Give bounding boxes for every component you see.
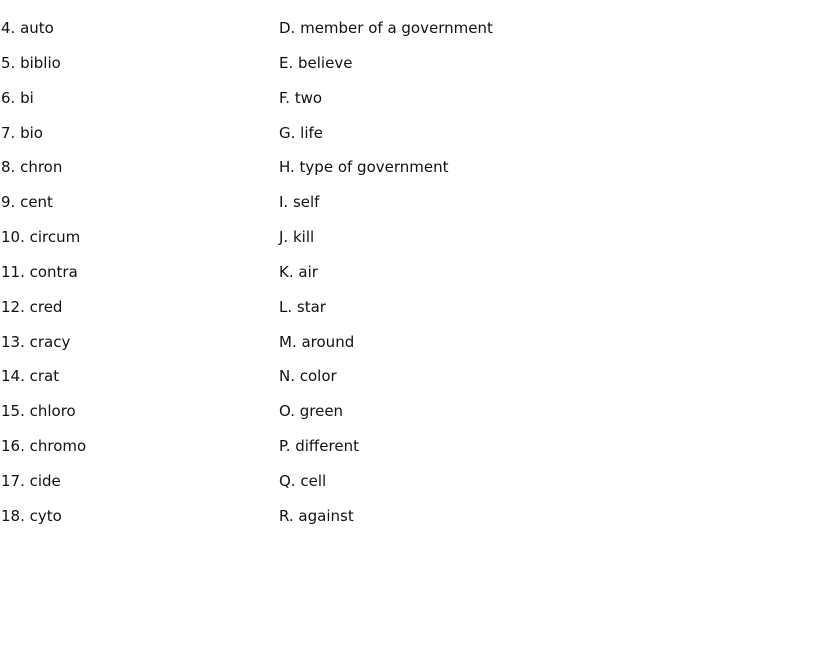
term-text: 4. auto: [1, 19, 54, 37]
definition-text: H. type of government: [279, 158, 449, 177]
matching-row: [0, 123, 816, 158]
term-text: 5. biblio: [1, 53, 61, 72]
term-text: 6. bi: [1, 88, 34, 107]
term-text: 13. cracy: [1, 332, 71, 351]
definition-text: N. color: [279, 367, 337, 386]
definition-text: P. different: [279, 437, 359, 456]
definition-text: L. star: [279, 297, 326, 316]
term-text: 17. cide: [1, 471, 61, 490]
matching-row: [0, 401, 816, 436]
matching-row: [0, 506, 816, 541]
matching-list: [0, 18, 816, 541]
term-text: 7. bio: [1, 123, 43, 142]
term-text: 15. chloro: [1, 402, 76, 421]
definition-text: D. member of a government: [279, 19, 493, 37]
definition-text: R. against: [279, 506, 354, 525]
term-text: 11. contra: [1, 262, 78, 281]
matching-row: [0, 157, 816, 192]
matching-row: [0, 192, 816, 227]
term-text: 10. circum: [1, 228, 81, 247]
matching-row: [0, 262, 816, 297]
matching-row: [0, 18, 816, 53]
matching-row: [0, 366, 816, 401]
definition-text: M. around: [279, 332, 355, 351]
definition-text: Q. cell: [279, 471, 327, 490]
definition-text: O. green: [279, 402, 344, 421]
term-text: 16. chromo: [1, 437, 87, 456]
definition-text: K. air: [279, 262, 318, 281]
matching-row: [0, 227, 816, 262]
matching-row: [0, 332, 816, 367]
definition-text: E. believe: [279, 53, 353, 72]
matching-row: [0, 53, 816, 88]
definition-text: I. self: [279, 193, 320, 212]
definition-text: J. kill: [279, 228, 315, 247]
term-text: 12. cred: [1, 297, 63, 316]
matching-row: [0, 297, 816, 332]
matching-row: [0, 436, 816, 471]
term-text: 18. cyto: [1, 506, 62, 525]
matching-row: [0, 88, 816, 123]
matching-row: [0, 471, 816, 506]
definition-text: G. life: [279, 123, 324, 142]
term-text: 9. cent: [1, 193, 53, 212]
term-text: 14. crat: [1, 367, 60, 386]
definition-text: F. two: [279, 88, 323, 107]
term-text: 8. chron: [1, 158, 63, 177]
